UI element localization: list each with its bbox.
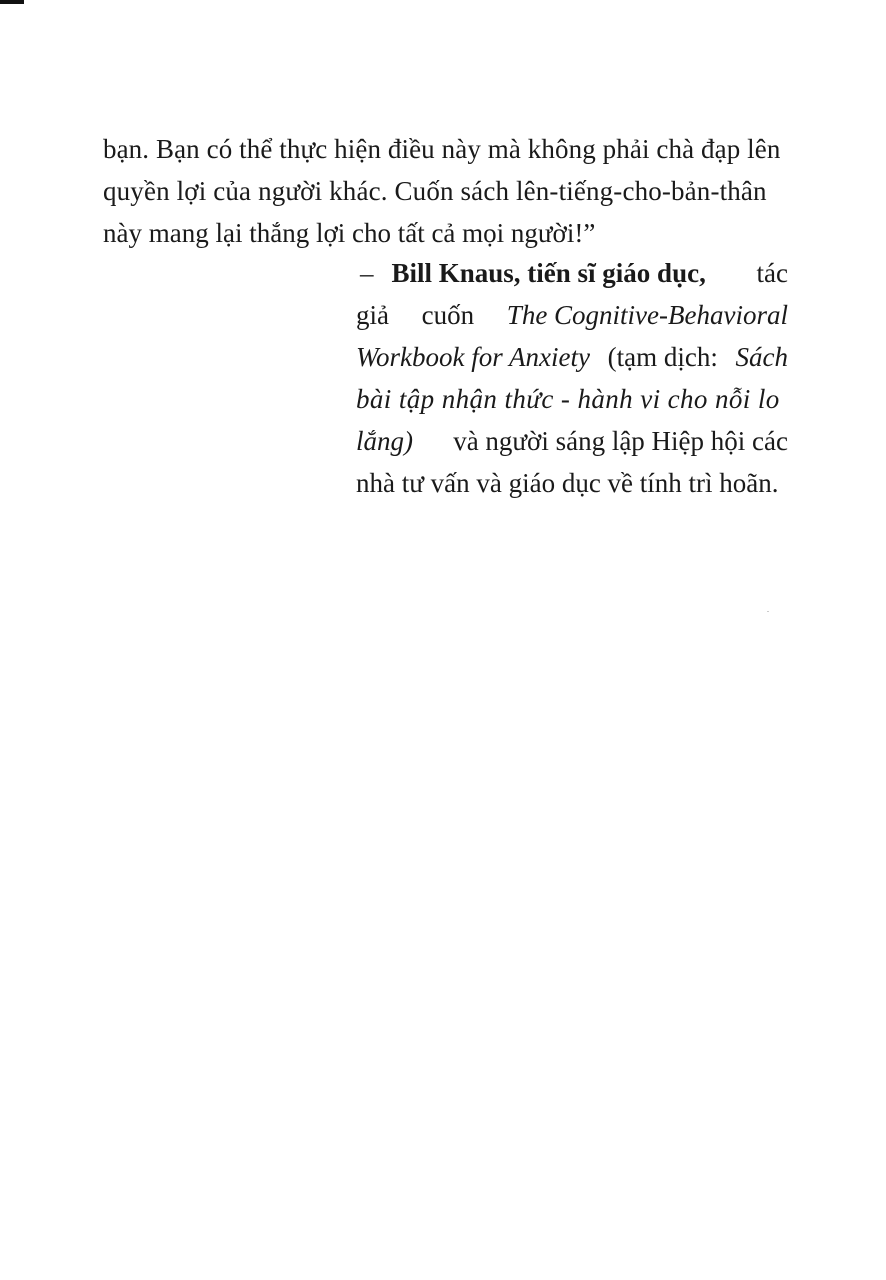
attribution-line-5 [356,420,788,462]
book-title: The Cognitive-Behavioral [506,300,788,330]
attribution-line-6 [356,462,788,504]
quote-line-2: quyền lợi của người khác. Cuốn sách lên-tiếng-cho-bản-thân [103,176,767,206]
book-title: Workbook for Anxiety [356,342,590,372]
page-corner-mark [0,0,24,4]
author-name: Bill Knaus, tiến sĩ giáo dục, [391,258,706,288]
attribution-line-3 [356,336,788,378]
quote-line-1: bạn. Bạn có thể thực hiện điều này mà không phải chà đạp lên [103,134,781,164]
quote-line-3: này mang lại thắng lợi cho tất cả mọi người!” [103,218,596,248]
attribution-line-4 [356,378,788,420]
attribution-block [356,252,788,504]
attribution-text: (tạm dịch: [607,342,718,372]
attribution-dash: – [360,258,374,288]
attribution-text: tác [756,258,788,288]
quote-text [103,128,793,254]
attribution-text: cuốn [421,300,475,330]
attribution-text: nhà tư vấn và giáo dục về tính trì hoãn. [356,468,779,498]
attribution-text: giả [356,300,389,330]
book-title-translation: lắng) [356,426,413,456]
attribution-text: và người sáng lập Hiệp hội các [453,426,788,456]
scan-speck [767,611,769,612]
book-title-translation: Sách [735,342,788,372]
book-title-translation: bài tập nhận thức - hành vi cho nỗi lo [356,384,780,414]
attribution-line-2 [356,294,788,336]
attribution-line-1 [360,252,788,294]
